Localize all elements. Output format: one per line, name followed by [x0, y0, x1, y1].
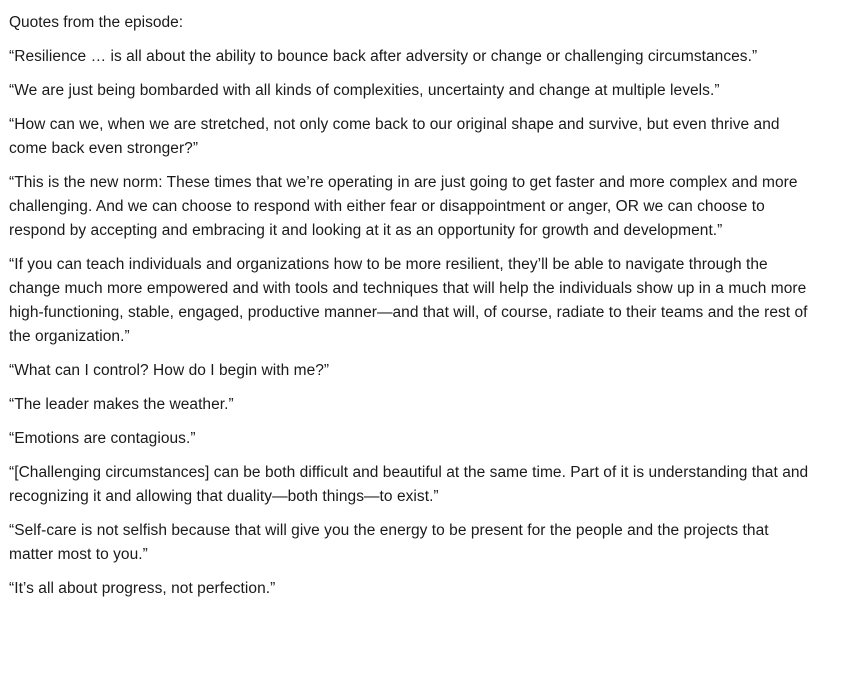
document-body — [9, 11, 809, 611]
quote-paragraph: “Self-care is not selfish because that will give you the energy to be present for the people and the projects that matter most to you.” — [9, 522, 769, 563]
quote-paragraph: “Resilience … is all about the ability to bounce back after adversity or change or challenging circumstances.” — [9, 48, 758, 65]
quote-paragraph: “[Challenging circumstances] can be both difficult and beautiful at the same time. Part of it is understanding that and recognizing it and allowing that duality—both things—to exist.” — [9, 464, 809, 505]
quote-paragraph: “It’s all about progress, not perfection.” — [9, 580, 276, 597]
quote-paragraph: “The leader makes the weather.” — [9, 396, 234, 413]
quote-paragraph: “This is the new norm: These times that we’re operating in are just going to get faster and more complex and more challenging. And we can choose to respond with either fear or disappointment or anger, OR we can choose to respond by accepting and embracing it and looking at it as an opportunity for growth and development.” — [9, 174, 798, 239]
quote-paragraph: “We are just being bombarded with all kinds of complexities, uncertainty and change at multiple levels.” — [9, 82, 720, 99]
quote-paragraph: “Emotions are contagious.” — [9, 430, 196, 447]
quote-paragraph: “What can I control? How do I begin with me?” — [9, 362, 330, 379]
document-heading: Quotes from the episode: — [9, 14, 184, 31]
quote-paragraph: “If you can teach individuals and organizations how to be more resilient, they’ll be able to navigate through the change much more empowered and with tools and techniques that will help the individuals show up in a much more high-functioning, stable, engaged, productive manner—and that will, of course, radiate to their teams and the rest of the organization.” — [9, 256, 808, 345]
quote-paragraph: “How can we, when we are stretched, not only come back to our original shape and survive, but even thrive and come back even stronger?” — [9, 116, 780, 157]
